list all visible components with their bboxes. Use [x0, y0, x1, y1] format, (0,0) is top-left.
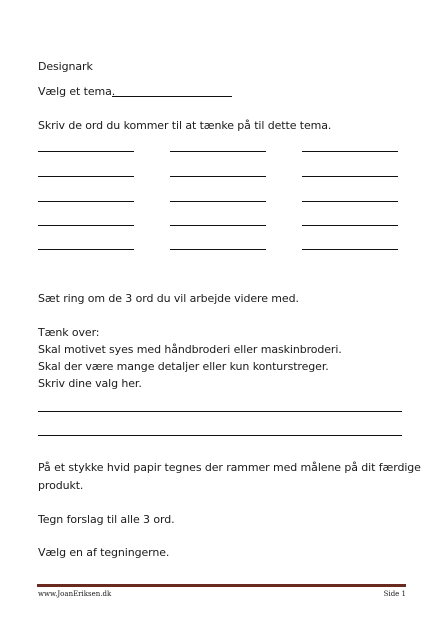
paper-instruction-line-2: produkt.: [38, 479, 84, 492]
sketch-prompt: Tegn forslag til alle 3 ord.: [38, 513, 175, 526]
choose-drawing-prompt: Vælg en af tegningerne.: [38, 546, 170, 559]
think-over-line-1: Skal motivet syes med håndbroderi eller maskinbroderi.: [38, 343, 342, 356]
word-blank[interactable]: [38, 176, 134, 177]
think-over-title: Tænk over:: [38, 326, 100, 339]
word-blank[interactable]: [302, 176, 398, 177]
paper-instruction-line-1: På et stykke hvid papir tegnes der rammer med målene på dit færdige: [38, 461, 421, 474]
word-blank[interactable]: [170, 201, 266, 202]
choices-answer-line-1[interactable]: [38, 411, 402, 412]
footer-page-number: Side 1: [383, 590, 406, 598]
word-blank[interactable]: [38, 151, 134, 152]
theme-prompt: Vælg et tema.: [38, 85, 116, 98]
footer-divider: [37, 584, 406, 587]
word-blank[interactable]: [170, 151, 266, 152]
word-blank[interactable]: [38, 249, 134, 250]
word-blank[interactable]: [302, 151, 398, 152]
page-title: Designark: [38, 60, 93, 73]
choices-answer-line-2[interactable]: [38, 435, 402, 436]
think-over-line-2: Skal der være mange detaljer eller kun konturstreger.: [38, 360, 329, 373]
word-blank[interactable]: [170, 225, 266, 226]
theme-answer-line[interactable]: [112, 96, 232, 97]
word-blank[interactable]: [38, 225, 134, 226]
word-blank[interactable]: [170, 249, 266, 250]
write-words-prompt: Skriv de ord du kommer til at tænke på til dette tema.: [38, 119, 332, 132]
word-blank[interactable]: [170, 176, 266, 177]
word-blank[interactable]: [302, 201, 398, 202]
footer-website: www.JoanEriksen.dk: [38, 590, 112, 598]
circle-words-prompt: Sæt ring om de 3 ord du vil arbejde videre med.: [38, 292, 299, 305]
word-blank[interactable]: [302, 249, 398, 250]
think-over-line-3: Skriv dine valg her.: [38, 377, 142, 390]
word-blank[interactable]: [302, 225, 398, 226]
word-blank[interactable]: [38, 201, 134, 202]
